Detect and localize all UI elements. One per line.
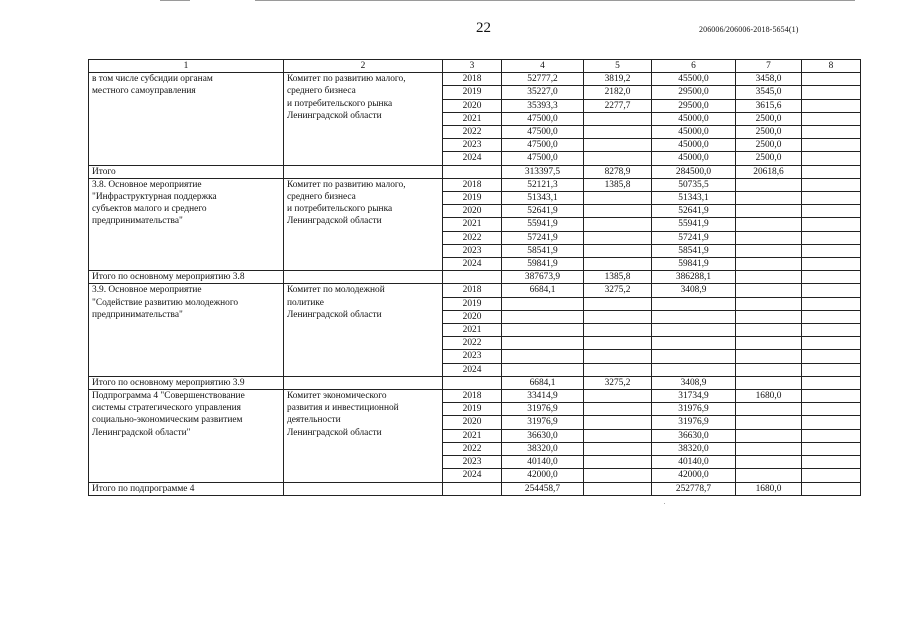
amount-cell [584, 337, 652, 350]
year-cell: 2018 [443, 73, 502, 86]
year-cell: 2021 [443, 324, 502, 337]
amount-cell [736, 456, 802, 469]
amount-cell: 38320,0 [652, 442, 736, 455]
amount-cell [736, 403, 802, 416]
amount-cell: 47500,0 [502, 152, 584, 165]
amount-cell [652, 324, 736, 337]
column-header: 4 [502, 60, 584, 73]
amount-cell [502, 297, 584, 310]
amount-cell: 59841,9 [502, 258, 584, 271]
amount-cell: 40140,0 [652, 456, 736, 469]
amount-cell [652, 310, 736, 323]
total-amount-cell: 252778,7 [652, 482, 736, 495]
amount-cell [652, 337, 736, 350]
total-amount-cell: 313397,5 [502, 165, 584, 178]
amount-cell: 2182,0 [584, 86, 652, 99]
amount-cell: 36630,0 [502, 429, 584, 442]
amount-cell [802, 310, 861, 323]
amount-cell [584, 363, 652, 376]
amount-cell [736, 350, 802, 363]
amount-cell: 51343,1 [652, 192, 736, 205]
amount-cell [584, 192, 652, 205]
amount-cell: 51343,1 [502, 192, 584, 205]
amount-cell [584, 442, 652, 455]
amount-cell: 3545,0 [736, 86, 802, 99]
year-cell: 2021 [443, 429, 502, 442]
year-cell: 2020 [443, 99, 502, 112]
amount-cell: 45000,0 [652, 152, 736, 165]
total-row [89, 376, 861, 389]
amount-cell [802, 112, 861, 125]
total-amount-cell: 3408,9 [652, 376, 736, 389]
year-cell: 2022 [443, 337, 502, 350]
table-row [89, 284, 861, 297]
amount-cell: 33414,9 [502, 390, 584, 403]
total-amount-cell: 3275,2 [584, 376, 652, 389]
amount-cell [584, 139, 652, 152]
amount-cell: 52641,9 [652, 205, 736, 218]
activity-name-cell: 3.8. Основное мероприятие "Инфраструктурная поддержка субъектов малого и среднего предпринимательства" [89, 178, 284, 270]
scan-edge-mark [160, 0, 190, 1]
amount-cell: 35393,3 [502, 99, 584, 112]
amount-cell: 58541,9 [652, 244, 736, 257]
total-row [89, 482, 861, 495]
year-cell: 2024 [443, 258, 502, 271]
amount-cell [502, 324, 584, 337]
year-cell: 2018 [443, 390, 502, 403]
amount-cell [502, 337, 584, 350]
budget-table [88, 59, 861, 496]
amount-cell: 47500,0 [502, 139, 584, 152]
amount-cell: 47500,0 [502, 126, 584, 139]
amount-cell: 58541,9 [502, 244, 584, 257]
amount-cell: 47500,0 [502, 112, 584, 125]
amount-cell [502, 310, 584, 323]
amount-cell: 42000,0 [502, 469, 584, 482]
total-label-cell: Итого [89, 165, 284, 178]
year-cell: 2020 [443, 205, 502, 218]
year-cell: 2018 [443, 284, 502, 297]
year-cell: 2019 [443, 192, 502, 205]
amount-cell [502, 350, 584, 363]
column-header: 8 [802, 60, 861, 73]
amount-cell [584, 126, 652, 139]
total-amount-cell: 254458,7 [502, 482, 584, 495]
column-header: 3 [443, 60, 502, 73]
table-row [89, 390, 861, 403]
total-row [89, 271, 861, 284]
amount-cell: 31976,9 [502, 416, 584, 429]
total-label-cell: Итого по основному мероприятию 3.9 [89, 376, 284, 389]
total-amount-cell: 1680,0 [736, 482, 802, 495]
table-header-row [89, 60, 861, 73]
amount-cell [584, 469, 652, 482]
amount-cell: 3458,0 [736, 73, 802, 86]
total-label-cell: Итого по основному мероприятию 3.8 [89, 271, 284, 284]
amount-cell: 57241,9 [502, 231, 584, 244]
document-code: 206006/206006-2018-5654(1) [699, 25, 799, 34]
amount-cell [652, 363, 736, 376]
amount-cell [736, 324, 802, 337]
amount-cell: 1680,0 [736, 390, 802, 403]
amount-cell [802, 258, 861, 271]
scan-edge-mark [255, 0, 855, 1]
amount-cell [584, 416, 652, 429]
column-header: 1 [89, 60, 284, 73]
amount-cell: 52777,2 [502, 73, 584, 86]
amount-cell: 57241,9 [652, 231, 736, 244]
year-cell: 2021 [443, 112, 502, 125]
amount-cell [802, 205, 861, 218]
amount-cell [584, 310, 652, 323]
amount-cell: 55941,9 [652, 218, 736, 231]
amount-cell [584, 231, 652, 244]
amount-cell [802, 429, 861, 442]
amount-cell [736, 442, 802, 455]
year-cell: 2022 [443, 126, 502, 139]
total-amount-cell [802, 271, 861, 284]
amount-cell [736, 363, 802, 376]
amount-cell: 31976,9 [652, 416, 736, 429]
column-header: 7 [736, 60, 802, 73]
responsible-org-cell: Комитет по развитию малого, среднего бизнеса и потребительского рынка Ленинградской области [284, 178, 443, 270]
total-amount-cell [584, 482, 652, 495]
empty-cell [284, 165, 443, 178]
amount-cell [802, 218, 861, 231]
total-amount-cell: 387673,9 [502, 271, 584, 284]
year-cell: 2022 [443, 231, 502, 244]
amount-cell: 31976,9 [652, 403, 736, 416]
activity-name-cell: в том числе субсидии органам местного самоуправления [89, 73, 284, 165]
total-amount-cell [736, 271, 802, 284]
amount-cell [584, 390, 652, 403]
amount-cell [736, 205, 802, 218]
amount-cell: 52121,3 [502, 178, 584, 191]
amount-cell [502, 363, 584, 376]
total-amount-cell: 386288,1 [652, 271, 736, 284]
year-cell: 2019 [443, 403, 502, 416]
empty-cell [443, 482, 502, 495]
amount-cell: 42000,0 [652, 469, 736, 482]
amount-cell [802, 456, 861, 469]
year-cell: 2024 [443, 152, 502, 165]
empty-cell [284, 376, 443, 389]
amount-cell [736, 429, 802, 442]
amount-cell: 40140,0 [502, 456, 584, 469]
amount-cell: 38320,0 [502, 442, 584, 455]
empty-cell [443, 165, 502, 178]
amount-cell [802, 192, 861, 205]
amount-cell: 31976,9 [502, 403, 584, 416]
amount-cell [736, 310, 802, 323]
year-cell: 2023 [443, 350, 502, 363]
scan-speck [664, 503, 665, 504]
amount-cell [584, 218, 652, 231]
amount-cell [802, 337, 861, 350]
page-number: 22 [476, 20, 491, 36]
amount-cell [736, 284, 802, 297]
amount-cell [584, 324, 652, 337]
responsible-org-cell: Комитет экономического развития и инвестиционной деятельности Ленинградской области [284, 390, 443, 482]
total-amount-cell [802, 376, 861, 389]
total-amount-cell: 20618,6 [736, 165, 802, 178]
amount-cell: 50735,5 [652, 178, 736, 191]
year-cell: 2023 [443, 139, 502, 152]
empty-cell [284, 271, 443, 284]
amount-cell: 45000,0 [652, 112, 736, 125]
amount-cell: 3275,2 [584, 284, 652, 297]
total-amount-cell: 1385,8 [584, 271, 652, 284]
amount-cell [802, 416, 861, 429]
amount-cell [802, 390, 861, 403]
amount-cell: 2500,0 [736, 126, 802, 139]
amount-cell [652, 350, 736, 363]
empty-cell [443, 376, 502, 389]
amount-cell: 45500,0 [652, 73, 736, 86]
amount-cell [584, 403, 652, 416]
total-row [89, 165, 861, 178]
amount-cell [802, 403, 861, 416]
amount-cell [652, 297, 736, 310]
amount-cell [802, 126, 861, 139]
year-cell: 2020 [443, 310, 502, 323]
amount-cell: 2277,7 [584, 99, 652, 112]
empty-cell [443, 271, 502, 284]
amount-cell: 35227,0 [502, 86, 584, 99]
year-cell: 2023 [443, 244, 502, 257]
amount-cell [802, 469, 861, 482]
amount-cell [802, 231, 861, 244]
year-cell: 2024 [443, 469, 502, 482]
amount-cell: 36630,0 [652, 429, 736, 442]
total-amount-cell [736, 376, 802, 389]
amount-cell [736, 337, 802, 350]
responsible-org-cell: Комитет по молодежной политике Ленинградской области [284, 284, 443, 376]
amount-cell [802, 244, 861, 257]
amount-cell: 29500,0 [652, 99, 736, 112]
year-cell: 2019 [443, 86, 502, 99]
year-cell: 2020 [443, 416, 502, 429]
year-cell: 2023 [443, 456, 502, 469]
amount-cell [584, 244, 652, 257]
amount-cell [802, 442, 861, 455]
amount-cell [584, 456, 652, 469]
amount-cell [584, 258, 652, 271]
total-amount-cell: 6684,1 [502, 376, 584, 389]
amount-cell: 45000,0 [652, 139, 736, 152]
activity-name-cell: 3.9. Основное мероприятие "Содействие развитию молодежного предпринимательства" [89, 284, 284, 376]
amount-cell [584, 350, 652, 363]
activity-name-cell: Подпрограмма 4 "Совершенствование системы стратегического управления социально-экономическим развитием Ленинградской области" [89, 390, 284, 482]
amount-cell [736, 244, 802, 257]
total-amount-cell [802, 482, 861, 495]
total-amount-cell: 8278,9 [584, 165, 652, 178]
amount-cell [736, 192, 802, 205]
amount-cell [802, 297, 861, 310]
amount-cell [736, 178, 802, 191]
amount-cell [802, 86, 861, 99]
amount-cell [736, 297, 802, 310]
amount-cell [802, 178, 861, 191]
amount-cell [802, 73, 861, 86]
table-body [89, 60, 861, 496]
amount-cell [736, 416, 802, 429]
amount-cell: 2500,0 [736, 139, 802, 152]
amount-cell [802, 363, 861, 376]
amount-cell [736, 218, 802, 231]
amount-cell [802, 284, 861, 297]
amount-cell: 31734,9 [652, 390, 736, 403]
amount-cell: 6684,1 [502, 284, 584, 297]
amount-cell [802, 350, 861, 363]
amount-cell [736, 231, 802, 244]
amount-cell: 59841,9 [652, 258, 736, 271]
column-header: 6 [652, 60, 736, 73]
column-header: 2 [284, 60, 443, 73]
amount-cell [584, 112, 652, 125]
empty-cell [284, 482, 443, 495]
amount-cell: 29500,0 [652, 86, 736, 99]
amount-cell: 45000,0 [652, 126, 736, 139]
amount-cell [584, 205, 652, 218]
amount-cell: 55941,9 [502, 218, 584, 231]
amount-cell [802, 139, 861, 152]
table-row [89, 73, 861, 86]
amount-cell: 1385,8 [584, 178, 652, 191]
amount-cell [584, 429, 652, 442]
amount-cell: 2500,0 [736, 112, 802, 125]
amount-cell: 52641,9 [502, 205, 584, 218]
year-cell: 2022 [443, 442, 502, 455]
amount-cell [802, 152, 861, 165]
amount-cell: 3615,6 [736, 99, 802, 112]
amount-cell: 2500,0 [736, 152, 802, 165]
responsible-org-cell: Комитет по развитию малого, среднего бизнеса и потребительского рынка Ленинградской области [284, 73, 443, 165]
column-header: 5 [584, 60, 652, 73]
amount-cell [802, 324, 861, 337]
amount-cell [802, 99, 861, 112]
total-amount-cell: 284500,0 [652, 165, 736, 178]
year-cell: 2024 [443, 363, 502, 376]
amount-cell [736, 469, 802, 482]
amount-cell [584, 297, 652, 310]
table-row [89, 178, 861, 191]
total-amount-cell [802, 165, 861, 178]
year-cell: 2019 [443, 297, 502, 310]
amount-cell [584, 152, 652, 165]
year-cell: 2021 [443, 218, 502, 231]
year-cell: 2018 [443, 178, 502, 191]
amount-cell: 3408,9 [652, 284, 736, 297]
amount-cell: 3819,2 [584, 73, 652, 86]
total-label-cell: Итого по подпрограмме 4 [89, 482, 284, 495]
amount-cell [736, 258, 802, 271]
